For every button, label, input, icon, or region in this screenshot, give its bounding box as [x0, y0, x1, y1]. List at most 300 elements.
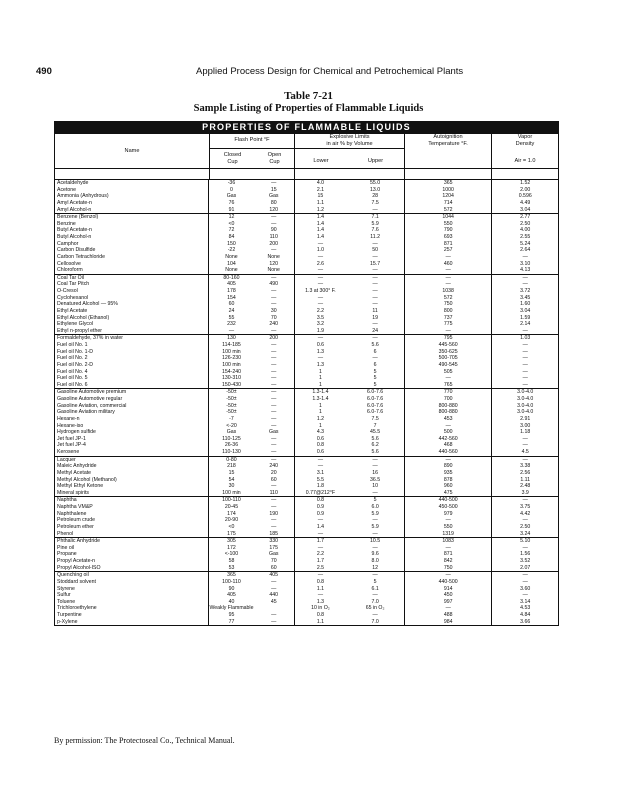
- cell-lower-limit: —: [317, 281, 324, 288]
- cell-vapor-density: 3.0-4.0: [517, 389, 534, 396]
- cell-open-cup: 200: [254, 241, 295, 248]
- cell-closed-cup: 26-36: [224, 442, 239, 449]
- cell-vapor-density: 3.04: [520, 307, 531, 314]
- cell-autoignition: 714: [405, 200, 492, 207]
- cell-upper-limit: 6: [346, 349, 405, 356]
- cell-lower-limit: 1.3-1.4: [312, 396, 329, 402]
- cell-upper-limit: 45.5: [346, 429, 405, 436]
- cell-lower-limit: 0.8: [316, 497, 325, 504]
- cell-autoignition: 700: [405, 396, 492, 403]
- cell-open-cup: 20: [254, 470, 295, 477]
- cell-name: Mineral spirits: [55, 490, 209, 497]
- cell-name: Denatured Alcohol — 95%: [55, 301, 209, 308]
- cell-name: Formaldehyde, 37% in water: [55, 335, 209, 342]
- cell-vapor-density: 3.24: [520, 530, 531, 537]
- cell-autoignition: 488: [405, 612, 492, 619]
- table-row: [55, 275, 558, 282]
- table-row: [55, 579, 558, 586]
- cell-vapor-density: —: [522, 368, 528, 375]
- cell-closed-cup: 100-110: [222, 578, 241, 585]
- table-body: [54, 180, 559, 626]
- table-row: [55, 369, 558, 376]
- cell-autoignition: —: [405, 267, 492, 274]
- table-row: [55, 586, 558, 593]
- cell-autoignition: —: [405, 328, 492, 335]
- cell-upper-limit: 6.0: [346, 504, 405, 511]
- cell-lower-limit: 1: [318, 368, 322, 375]
- cell-autoignition: —: [405, 375, 492, 382]
- cell-autoignition: 350-625: [405, 349, 492, 356]
- cell-name: Trichloroethylene: [55, 605, 209, 612]
- cell-lower-limit: 2.2: [316, 551, 325, 558]
- cell-open-cup: —: [254, 389, 295, 396]
- cell-autoignition: 842: [405, 558, 492, 565]
- row-group: [55, 275, 558, 336]
- cell-lower-limit: —: [317, 355, 324, 362]
- cell-open-cup: —: [254, 369, 295, 376]
- cell-lower-limit: —: [317, 267, 324, 274]
- table-row: [55, 483, 558, 490]
- cell-lower-limit: 2.5: [316, 564, 325, 571]
- cell-autoignition: 450-500: [405, 504, 492, 511]
- table-row: [55, 288, 558, 295]
- cell-lower-limit: —: [317, 240, 324, 247]
- cell-open-cup: —: [254, 409, 295, 416]
- cell-closed-cup: 20-45: [224, 504, 239, 510]
- cell-autoignition: 453: [405, 416, 492, 423]
- cell-autoignition: 693: [405, 234, 492, 241]
- table-row: [55, 247, 558, 254]
- table-row: [55, 200, 558, 207]
- table-row: [55, 308, 558, 315]
- cell-lower-limit: 1.0: [316, 247, 325, 254]
- cell-upper-limit: —: [346, 572, 405, 579]
- cell-open-cup: —: [254, 275, 295, 282]
- cell-autoignition: 750: [405, 301, 492, 308]
- cell-open-cup: 60: [254, 477, 295, 484]
- cell-autoignition: —: [405, 457, 492, 464]
- cell-open-cup: 240: [254, 321, 295, 328]
- cell-vapor-density: 3.10: [520, 260, 531, 267]
- cell-name: Phthalic Anhydride: [55, 538, 209, 545]
- row-group: [55, 180, 558, 214]
- cell-autoignition: 440-500: [405, 579, 492, 586]
- cell-lower-limit: 1.3-1.4: [312, 389, 329, 396]
- cell-lower-limit: 0.8: [316, 612, 325, 618]
- cell-vapor-density: —: [522, 361, 528, 368]
- cell-upper-limit: 10: [346, 483, 405, 490]
- autoignition-header-1: Autoignition: [433, 134, 463, 140]
- cell-name: Coal Tar Pitch: [55, 281, 209, 288]
- cell-closed-cup: 54: [228, 476, 235, 483]
- footnote: By permission: The Protectoseal Co., Technical Manual.: [54, 736, 235, 745]
- cell-closed-cup: 100 min: [222, 361, 241, 368]
- cell-name: Gasoline Automotive regular: [55, 396, 209, 403]
- cell-vapor-density: 3.66: [520, 618, 531, 625]
- cell-open-cup: 15: [254, 187, 295, 194]
- cell-vapor-density: —: [522, 572, 528, 579]
- table-row: [55, 193, 558, 200]
- cell-autoignition: 795: [405, 335, 492, 342]
- cell-lower-limit: 0.9: [316, 510, 325, 517]
- cell-open-cup: —: [254, 301, 295, 308]
- cell-open-cup: 60: [254, 565, 295, 572]
- cell-upper-limit: —: [346, 295, 405, 302]
- cell-lower-limit: 15: [317, 193, 324, 200]
- cell-closed-cup: 110-125: [222, 435, 241, 442]
- cell-autoignition: —: [405, 545, 492, 552]
- cell-autoignition: 765: [405, 382, 492, 389]
- cell-closed-cup: <0: [228, 523, 235, 530]
- cell-upper-limit: —: [346, 321, 405, 328]
- row-group: [55, 389, 558, 456]
- cell-open-cup: None: [254, 267, 295, 274]
- cell-vapor-density: —: [522, 355, 528, 362]
- cell-autoignition: 1083: [405, 538, 492, 545]
- cell-open-cup: —: [254, 355, 295, 362]
- table-row: [55, 423, 558, 430]
- cell-lower-limit: 4.3: [316, 429, 325, 436]
- cell-upper-limit: 7.1: [346, 214, 405, 221]
- table-row: [55, 301, 558, 308]
- table-row: [55, 572, 558, 579]
- cell-open-cup: 330: [254, 538, 295, 545]
- cell-lower-limit: 0.77@212°F: [305, 489, 336, 496]
- table-row: [55, 214, 558, 221]
- cell-autoignition: 505: [405, 369, 492, 376]
- cell-closed-cup: 30: [228, 483, 235, 490]
- cell-autoignition: 935: [405, 470, 492, 477]
- row-group: [55, 572, 558, 625]
- cell-upper-limit: 6.2: [346, 442, 405, 449]
- table-row: [55, 187, 558, 194]
- open-cup-header-2: Cup: [269, 159, 280, 165]
- cell-vapor-density: 5.24: [520, 240, 531, 247]
- cell-open-cup: —: [254, 349, 295, 356]
- cell-upper-limit: 36.5: [346, 477, 405, 484]
- cell-vapor-density: —: [522, 456, 528, 463]
- cell-lower-limit: 1: [318, 381, 322, 388]
- cell-vapor-density: —: [522, 592, 528, 599]
- cell-autoignition: —: [405, 275, 492, 282]
- table-row: [55, 524, 558, 531]
- cell-name: Ethyl Alcohol (Ethanol): [55, 315, 209, 322]
- table-row: [55, 449, 558, 456]
- cell-open-cup: 240: [254, 463, 295, 470]
- table-row: [55, 241, 558, 248]
- table-row: [55, 612, 558, 619]
- cell-lower-limit: 1.4: [316, 214, 325, 221]
- cell-closed-cup: 150-430: [221, 381, 241, 388]
- cell-name: Gasoline Automotive premium: [55, 389, 209, 396]
- cell-closed-cup: -50±: [226, 409, 237, 416]
- cell-upper-limit: 5: [346, 579, 405, 586]
- cell-name: Naphtha VM&P: [55, 504, 209, 511]
- cell-closed-cup: 104: [227, 260, 236, 267]
- cell-autoignition: 475: [405, 490, 492, 497]
- cell-lower-limit: 1: [318, 402, 322, 409]
- cell-closed-cup: 405: [227, 592, 236, 599]
- cell-name: Styrene: [55, 586, 209, 593]
- cell-autoignition: 572: [405, 207, 492, 214]
- table-label: Table 7-21: [284, 90, 333, 102]
- cell-autoignition: 572: [405, 295, 492, 302]
- cell-closed-cup: 15: [228, 469, 235, 476]
- cell-open-cup: —: [254, 504, 295, 511]
- cell-name: Carbon Tetrachloride: [55, 254, 209, 261]
- cell-closed-cup: 53: [228, 564, 235, 571]
- cell-name: Jet fuel JP-1: [55, 436, 209, 443]
- cell-vapor-density: 3.0-4.0: [517, 409, 534, 416]
- cell-open-cup: 120: [254, 261, 295, 268]
- cell-closed-cup: 174: [227, 510, 236, 517]
- cell-autoignition: 1044: [405, 214, 492, 221]
- cell-open-cup: 175: [254, 545, 295, 552]
- cell-name: Hexane-n: [55, 416, 209, 423]
- cell-open-cup: —: [254, 517, 295, 524]
- cell-name: Butyl Alcohol-n: [55, 234, 209, 241]
- cell-open-cup: 440: [254, 592, 295, 599]
- table-row: [55, 396, 558, 403]
- cell-open-cup: 110: [254, 234, 295, 241]
- cell-upper-limit: —: [346, 241, 405, 248]
- cell-closed-cup: 12: [228, 214, 235, 221]
- cell-closed-cup: 130: [227, 335, 236, 342]
- cell-vapor-density: 4.84: [520, 612, 531, 618]
- cell-closed-cup: —: [228, 327, 235, 334]
- cell-closed-cup: -7: [229, 415, 234, 422]
- table-row: [55, 355, 558, 362]
- cell-vapor-density: —: [522, 342, 528, 348]
- cell-name: Petroleum ether: [55, 524, 209, 531]
- cell-vapor-density: 3.0-4.0: [517, 402, 534, 409]
- cell-name: Fuel oil No. 1-D: [55, 349, 209, 356]
- cell-open-cup: 70: [254, 315, 295, 322]
- cell-open-cup: —: [254, 619, 295, 626]
- cell-autoignition: 737: [405, 315, 492, 322]
- cell-lower-limit: 3.5: [316, 314, 325, 321]
- cell-open-cup: —: [254, 403, 295, 410]
- table-row: [55, 328, 558, 335]
- cell-lower-limit: 3.1: [316, 469, 325, 476]
- cell-upper-limit: —: [346, 463, 405, 470]
- cell-lower-limit: 1.1: [316, 618, 325, 625]
- table-row: [55, 490, 558, 497]
- cell-autoignition: 490-545: [405, 362, 492, 369]
- table-row: [55, 531, 558, 538]
- table-row: [55, 261, 558, 268]
- cell-upper-limit: 6: [346, 362, 405, 369]
- cell-lower-limit: 1.2: [316, 415, 325, 422]
- cell-upper-limit: 55.0: [346, 180, 405, 187]
- cell-autoignition: 750: [405, 565, 492, 572]
- cell-closed-cup: -50±: [226, 402, 237, 409]
- cell-name: Benzene (Benzol): [55, 214, 209, 221]
- cell-name: Carbon Disulfide: [55, 247, 209, 254]
- cell-lower-limit: —: [317, 335, 324, 342]
- cell-name: Methyl Ethyl Ketone: [55, 483, 209, 490]
- cell-autoignition: 468: [405, 442, 492, 449]
- cell-autoignition: 800-880: [405, 409, 492, 416]
- cell-lower-limit: 1.9: [316, 327, 325, 334]
- cell-open-cup: —: [254, 342, 295, 349]
- cell-upper-limit: —: [346, 612, 405, 619]
- row-group: [55, 497, 558, 538]
- cell-open-cup: Gas: [254, 551, 295, 558]
- cell-vapor-density: 1.59: [520, 314, 531, 321]
- cell-closed-cup: -50±: [226, 396, 237, 402]
- cell-upper-limit: 5: [346, 369, 405, 376]
- cell-lower-limit: 0.6: [316, 342, 325, 348]
- cell-upper-limit: 6.1: [346, 586, 405, 593]
- cell-name: Kerosene: [55, 449, 209, 456]
- cell-vapor-density: 3.14: [520, 598, 531, 605]
- table-header: [54, 134, 559, 180]
- cell-upper-limit: —: [346, 517, 405, 524]
- cell-autoignition: —: [405, 605, 492, 612]
- cell-autoignition: 960: [405, 483, 492, 490]
- cell-closed-cup: -50±: [226, 389, 237, 396]
- cell-autoignition: 440-560: [405, 449, 492, 456]
- cell-closed-cup: -22: [227, 247, 236, 254]
- cell-autoignition: —: [405, 254, 492, 261]
- cell-vapor-density: 1.18: [520, 429, 531, 436]
- row-group: [55, 335, 558, 389]
- cell-upper-limit: 7.5: [346, 200, 405, 207]
- table-row: [55, 497, 558, 504]
- table-row: [55, 558, 558, 565]
- flash-point-header: Flash Point °F: [234, 137, 270, 143]
- cell-open-cup: 185: [254, 531, 295, 538]
- cell-vapor-density: 1.60: [520, 301, 531, 308]
- cell-lower-limit: 1.4: [316, 227, 325, 234]
- cell-upper-limit: 7.5: [346, 416, 405, 423]
- cell-vapor-density: 3.38: [520, 463, 531, 470]
- cell-name: Pine oil: [55, 545, 209, 552]
- cell-closed-cup: <0: [228, 220, 235, 227]
- cell-vapor-density: 2.91: [520, 415, 531, 422]
- row-group: [55, 214, 558, 275]
- cell-vapor-density: —: [522, 253, 528, 260]
- cell-closed-cup: 218: [227, 463, 236, 470]
- cell-autoignition: 871: [405, 241, 492, 248]
- table-row: [55, 429, 558, 436]
- cell-vapor-density: 4.49: [520, 199, 531, 206]
- cell-lower-limit: —: [317, 544, 324, 551]
- cell-vapor-density: 3.75: [520, 504, 531, 510]
- cell-lower-limit: —: [317, 274, 324, 281]
- cell-upper-limit: 12: [346, 565, 405, 572]
- cell-closed-cup: None: [225, 253, 238, 260]
- cell-closed-cup: 0: [230, 186, 233, 193]
- cell-upper-limit: —: [346, 275, 405, 282]
- vapor-density-header-1: Vapor: [517, 134, 533, 140]
- cell-open-cup: Gas: [254, 193, 295, 200]
- cell-upper-limit: 8.0: [346, 558, 405, 565]
- table-row: [55, 551, 558, 558]
- cell-autoignition: 500-705: [405, 355, 492, 362]
- cell-lower-limit: 2.6: [316, 260, 325, 267]
- cell-upper-limit: —: [346, 207, 405, 214]
- cell-upper-limit: 65 in O₂: [346, 605, 405, 612]
- cell-lower-limit: —: [317, 253, 324, 260]
- cell-lower-limit: —: [317, 294, 324, 301]
- cell-closed-cup: 58: [228, 558, 235, 564]
- lower-header: Lower: [313, 158, 329, 164]
- cell-name: Maleic Anhydride: [55, 463, 209, 470]
- cell-upper-limit: —: [346, 531, 405, 538]
- cell-name: Propane: [55, 551, 209, 558]
- cell-vapor-density: —: [522, 517, 528, 524]
- table-row: [55, 436, 558, 443]
- cell-lower-limit: 1.4: [316, 523, 325, 530]
- table-row: [55, 267, 558, 274]
- cell-name: Naphtha: [55, 497, 209, 504]
- cell-upper-limit: 5.9: [346, 221, 405, 228]
- properties-table: [54, 121, 559, 626]
- closed-cup-header-1: Closed: [223, 152, 242, 158]
- cell-vapor-density: 3.04: [520, 206, 531, 213]
- cell-autoignition: 442-560: [405, 436, 492, 443]
- cell-name: Fuel oil No. 5: [55, 375, 209, 382]
- cell-open-cup: —: [254, 247, 295, 254]
- cell-closed-cup: 72: [228, 227, 235, 234]
- cell-open-cup: 110: [254, 490, 295, 497]
- cell-open-cup: —: [254, 180, 295, 187]
- cell-closed-cup: 55: [228, 314, 235, 321]
- cell-open-cup: [254, 605, 295, 612]
- cell-name: Coal Tar Oil: [55, 275, 209, 282]
- cell-upper-limit: 5.6: [346, 449, 405, 456]
- cell-open-cup: 190: [254, 511, 295, 518]
- cell-closed-cup: 130-310: [221, 375, 241, 382]
- cell-name: Turpentine: [55, 612, 209, 619]
- cell-autoignition: 800: [405, 308, 492, 315]
- cell-open-cup: —: [254, 483, 295, 490]
- cell-open-cup: —: [254, 524, 295, 531]
- cell-vapor-density: 2.56: [520, 469, 531, 476]
- cell-name: Jet fuel JP-4: [55, 442, 209, 449]
- explosive-limits-header-1: Explosive Limits: [329, 134, 370, 140]
- cell-closed-cup: 178: [227, 288, 236, 294]
- cell-upper-limit: —: [346, 355, 405, 362]
- cell-name: Benzine: [55, 221, 209, 228]
- cell-open-cup: —: [254, 221, 295, 228]
- cell-autoignition: 914: [405, 586, 492, 593]
- cell-upper-limit: 11: [346, 308, 405, 315]
- cell-lower-limit: —: [317, 592, 324, 599]
- cell-vapor-density: 4.42: [520, 510, 531, 517]
- cell-lower-limit: —: [317, 517, 324, 524]
- cell-open-cup: —: [254, 382, 295, 389]
- cell-upper-limit: —: [346, 267, 405, 274]
- cell-upper-limit: —: [346, 545, 405, 552]
- cell-upper-limit: —: [346, 592, 405, 599]
- cell-closed-cup: 114-185: [222, 342, 241, 348]
- cell-closed-cup: 84: [228, 234, 235, 240]
- cell-autoignition: 440-500: [405, 497, 492, 504]
- cell-lower-limit: 1: [318, 422, 322, 429]
- cell-closed-cup: 100 min: [222, 348, 241, 355]
- cell-upper-limit: 19: [346, 315, 405, 322]
- cell-lower-limit: 2.2: [316, 307, 325, 314]
- cell-open-cup: 70: [254, 558, 295, 565]
- cell-vapor-density: 4.53: [520, 605, 531, 612]
- cell-open-cup: —: [254, 586, 295, 593]
- table-row: [55, 477, 558, 484]
- vapor-density-header-2: Density: [515, 141, 535, 147]
- cell-lower-limit: 1.7: [316, 558, 325, 564]
